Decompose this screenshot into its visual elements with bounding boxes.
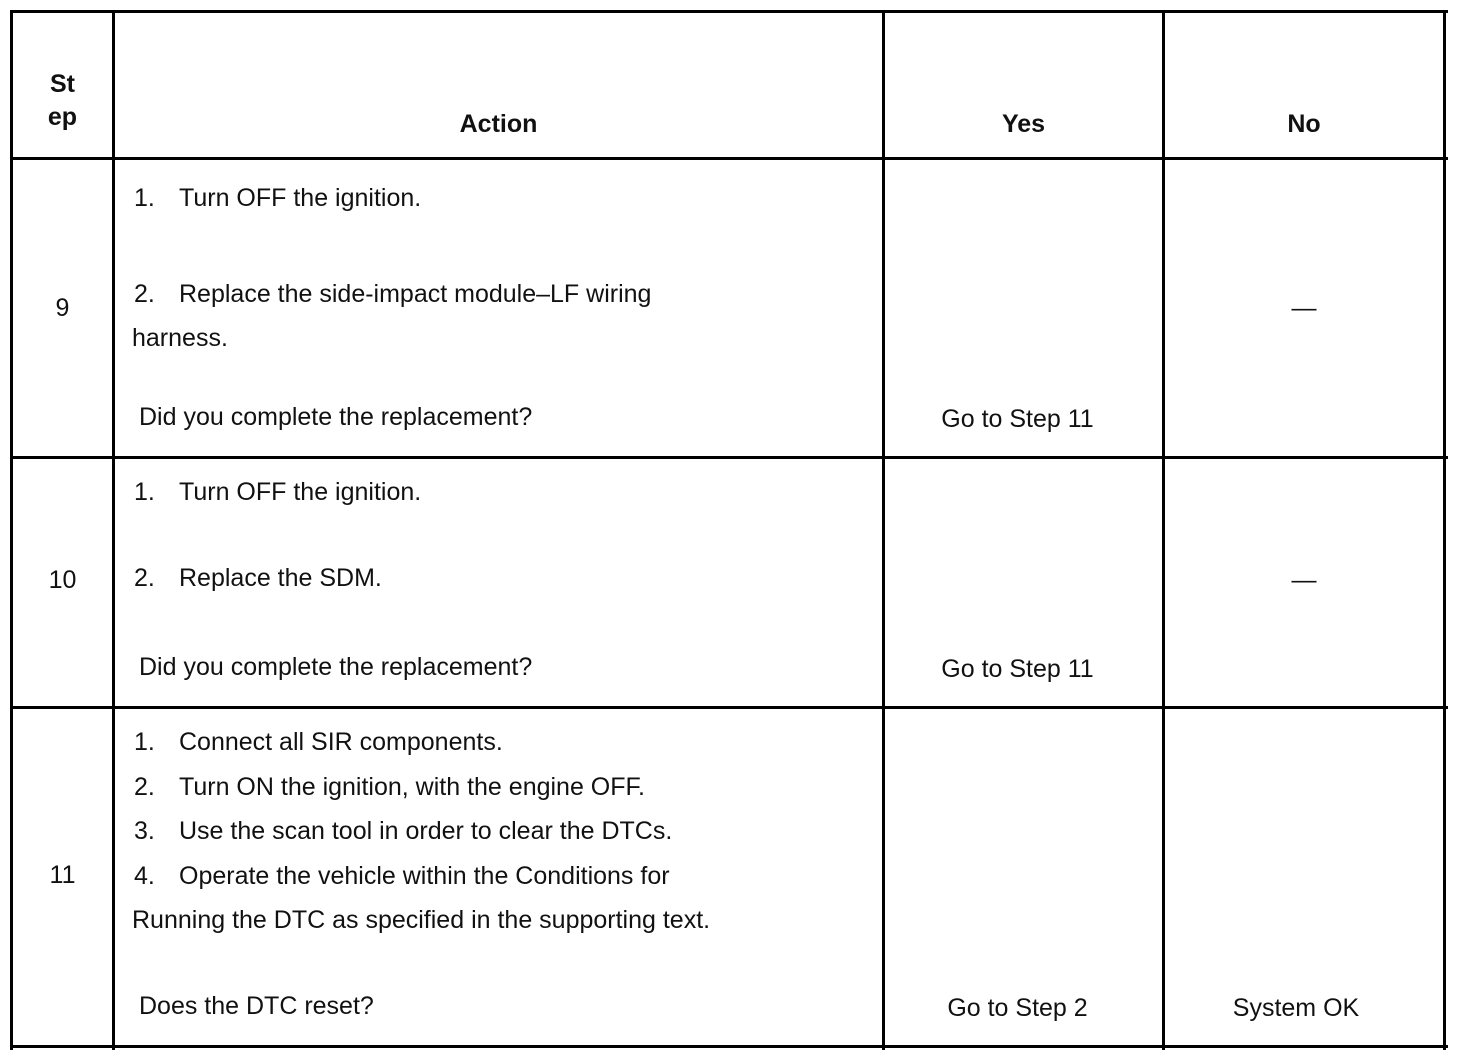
no-result: — xyxy=(1291,566,1317,594)
action-item-text: Replace the SDM. xyxy=(179,564,382,592)
action-item-text: Turn ON the ignition, with the engine OFF. xyxy=(179,773,645,801)
no-result: — xyxy=(1291,294,1317,322)
yes-result: Go to Step 2 xyxy=(947,994,1088,1022)
step-number: 11 xyxy=(49,861,76,889)
table-border-bottom xyxy=(10,1045,1448,1048)
action-item-number: 3. xyxy=(134,817,155,845)
action-item-number: 1. xyxy=(134,728,155,756)
column-divider xyxy=(882,10,885,1050)
action-item-text: Turn OFF the ignition. xyxy=(179,184,422,212)
yes-result: Go to Step 11 xyxy=(941,405,1094,433)
action-item xyxy=(134,280,651,309)
row-divider xyxy=(10,456,1448,459)
action-item-text: Use the scan tool in order to clear the DTCs. xyxy=(179,817,673,845)
table-border-top xyxy=(10,10,1448,13)
action-item-continuation: Running the DTC as specified in the supporting text. xyxy=(132,906,711,934)
action-question: Did you complete the replacement? xyxy=(139,403,533,431)
header-action: Action xyxy=(459,110,538,138)
action-question: Did you complete the replacement? xyxy=(139,653,533,681)
no-result: System OK xyxy=(1232,994,1360,1022)
header-step xyxy=(13,68,112,133)
action-item xyxy=(134,862,670,891)
action-item xyxy=(134,817,672,846)
action-item xyxy=(134,564,382,593)
action-item-number: 2. xyxy=(134,280,155,308)
header-no: No xyxy=(1287,110,1321,138)
action-item-text: Operate the vehicle within the Conditions for xyxy=(179,862,670,890)
table-border-right xyxy=(1443,10,1446,1050)
action-item-number: 1. xyxy=(134,184,155,212)
action-item xyxy=(134,184,421,213)
action-question: Does the DTC reset? xyxy=(139,992,374,1020)
column-divider xyxy=(112,10,115,1050)
column-divider xyxy=(1162,10,1165,1050)
table-border-left xyxy=(10,10,13,1050)
step-number: 9 xyxy=(55,294,70,322)
header-divider xyxy=(10,157,1448,160)
action-item-number: 2. xyxy=(134,564,155,592)
action-item-continuation: harness. xyxy=(132,324,228,352)
yes-result: Go to Step 11 xyxy=(941,655,1094,683)
action-item-number: 4. xyxy=(134,862,155,890)
action-item-number: 1. xyxy=(134,478,155,506)
action-item-text: Turn OFF the ignition. xyxy=(179,478,422,506)
action-item-number: 2. xyxy=(134,773,155,801)
row-divider xyxy=(10,706,1448,709)
header-step-line1: St xyxy=(50,70,75,98)
action-item xyxy=(134,773,645,802)
action-item-text: Replace the side-impact module–LF wiring xyxy=(179,280,652,308)
action-item-text: Connect all SIR components. xyxy=(179,728,503,756)
action-item xyxy=(134,478,421,507)
header-yes: Yes xyxy=(1001,110,1046,138)
step-number: 10 xyxy=(48,566,77,594)
diagnostic-table xyxy=(10,10,1448,1050)
header-step-line2: ep xyxy=(47,102,78,131)
action-item xyxy=(134,728,503,757)
